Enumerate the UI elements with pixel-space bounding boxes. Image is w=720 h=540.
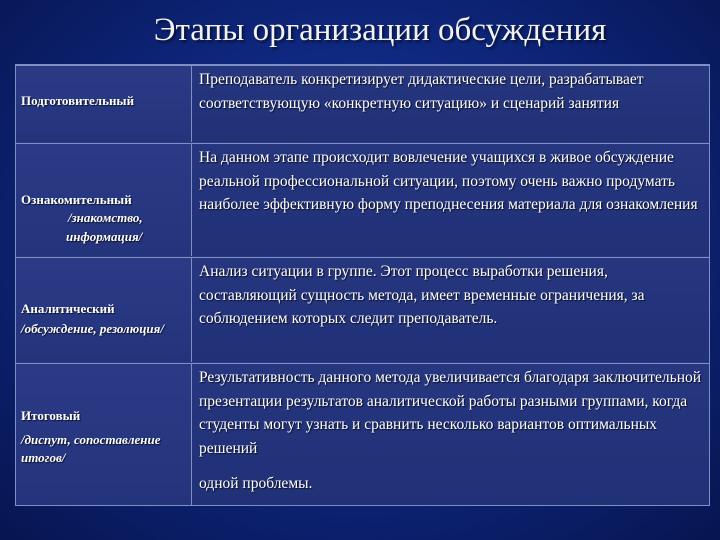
stage-detail: /диспут, сопоставление <box>21 432 161 447</box>
table-row <box>16 143 709 257</box>
table-row <box>16 257 709 363</box>
stage-description: Результативность данного метода увеличивается благодаря заключительной презентации результатов аналитической работы разными группами, когда студенты могут узнать и сравнить несколько вариантов оптимальных решений <box>199 369 702 457</box>
stage-name-cell <box>16 364 192 505</box>
stage-name: Аналитический <box>21 301 115 316</box>
stage-name-cell <box>16 258 192 362</box>
stage-name: Итоговый <box>21 408 81 423</box>
slide-title: Этапы организации обсуждения <box>153 12 607 48</box>
stage-description: Преподаватель конкретизирует дидактические цели, разрабатывает соответствующую «конкретную ситуацию» и сценарий занятия <box>199 71 644 112</box>
stage-detail-cont: информация/ <box>66 229 143 244</box>
stage-description-cell <box>192 364 709 505</box>
stages-table <box>15 64 710 506</box>
stage-name-cell <box>16 66 192 142</box>
stage-description: На данном этапе происходит вовлечение учащихся в живое обсуждение реальной профессиональной ситуации, поэтому очень важно продумать наиболее эффективную форму преподнесения материала для ознакомления <box>199 149 698 213</box>
table-row <box>16 65 709 143</box>
stage-description-cell <box>192 258 709 362</box>
stage-name: Ознакомительный <box>21 192 132 207</box>
stage-detail-cont: итогов/ <box>21 450 66 465</box>
stage-name-cell <box>16 144 192 256</box>
stage-description-cell <box>192 144 709 256</box>
stage-detail: /обсуждение, резолюция/ <box>21 321 164 336</box>
stage-name: Подготовительный <box>21 93 135 108</box>
stage-description: Анализ ситуации в группе. Этот процесс выработки решения, составляющий сущность метода, имеет временные ограничения, за соблюдением которых следит преподаватель. <box>199 263 645 327</box>
stage-description-cell <box>192 66 709 142</box>
table-row <box>16 363 709 505</box>
stage-detail: /знакомство, <box>68 210 143 225</box>
stage-description-tail: одной проблемы. <box>199 475 313 492</box>
